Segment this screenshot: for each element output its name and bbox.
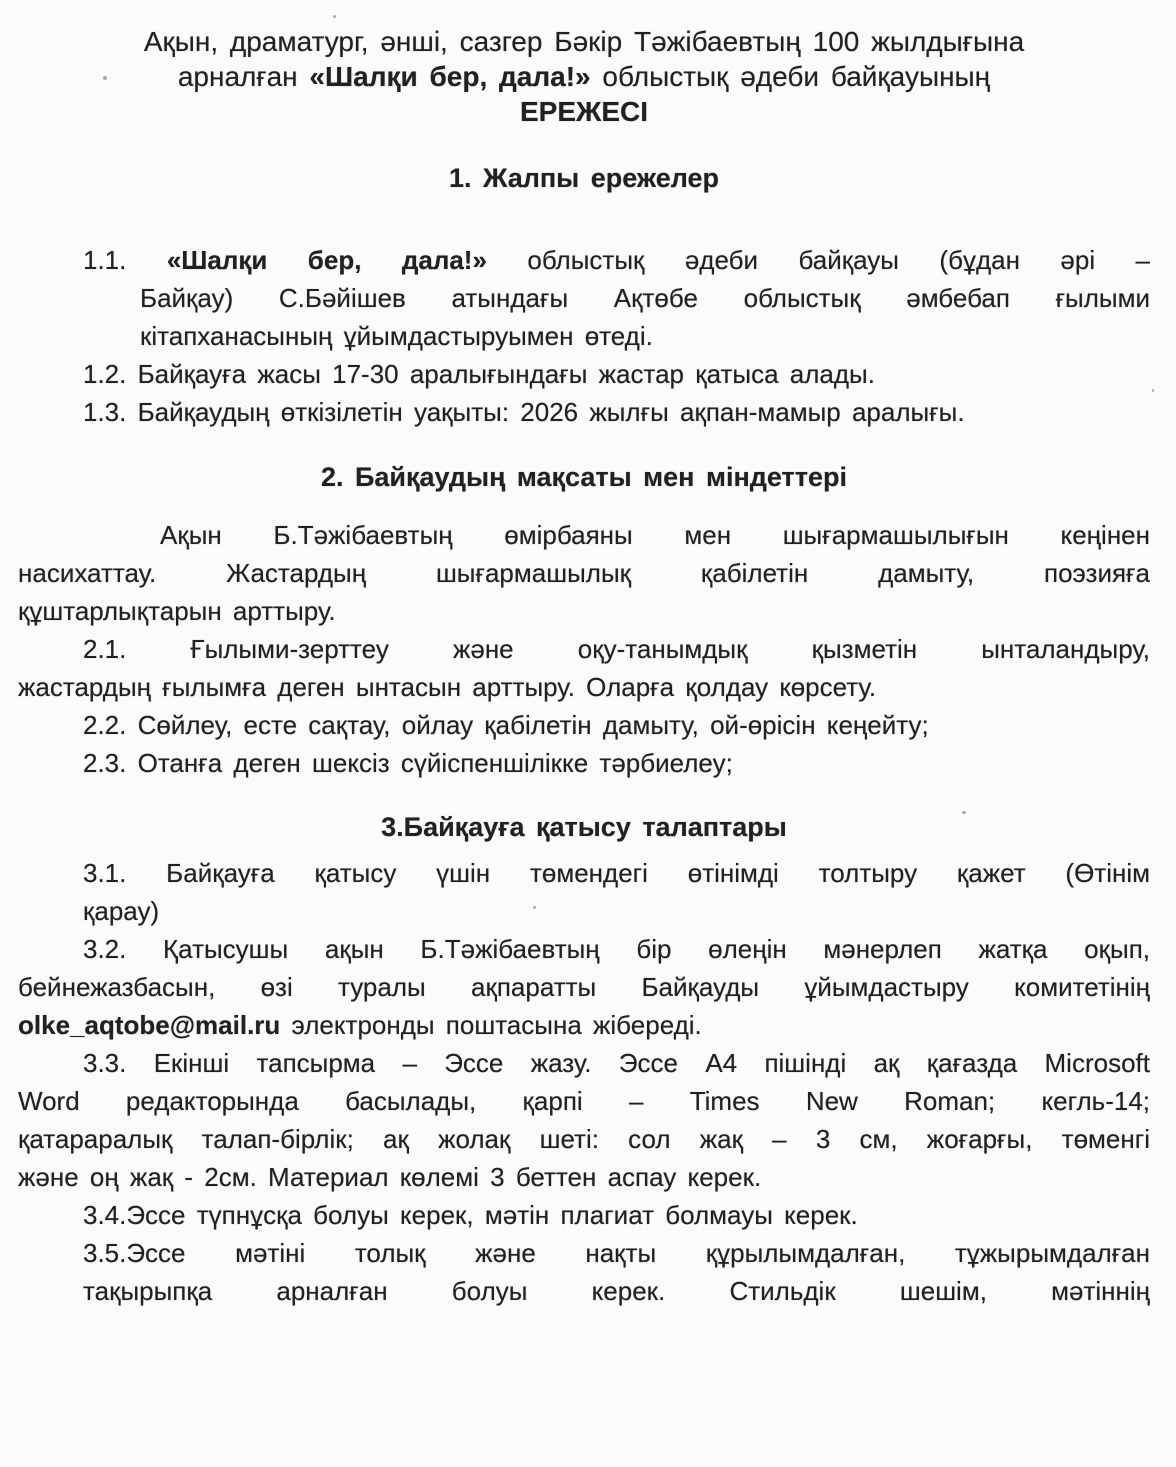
document-title-line-1 [18, 24, 1150, 59]
scan-speck [533, 906, 536, 909]
item-1-3: 1.3. Байқаудың өткізілетін уақыты: 2026 жылғы ақпан-мамыр аралығы. [83, 397, 965, 427]
scan-speck [103, 76, 107, 80]
item-3-2 [18, 930, 1150, 1044]
item-3-3-line-1: 3.3. Екінші тапсырма – Эссе жазу. Эссе А4 пішінді ақ қағазда Microsoft [83, 1048, 1150, 1078]
section-2-heading: 2. Байқаудың мақсаты мен міндеттері [320, 462, 848, 492]
item-2-2: 2.2. Сөйлеу, есте сақтау, ойлау қабілетін дамыту, ой-өрісін кеңейту; [83, 710, 929, 740]
item-2-3: 2.3. Отанға деген шексіз сүйіспеншілікке тәрбиелеу; [83, 748, 733, 778]
intro-line-1: Ақын Б.Тәжібаевтың өмірбаяны мен шығармашылығын кеңінен [160, 520, 1150, 550]
intro-line-3: құштарлықтарын арттыру. [18, 596, 336, 626]
item-1-1-line-1 [18, 241, 1150, 279]
section-3-heading: 3.Байқауға қатысу талаптары [381, 812, 787, 842]
item-3-2-line-2: бейнежазбасын, өзі туралы ақпаратты Байқауды ұйымдастыру комитетінің [18, 972, 1150, 1002]
item-3-3 [18, 1044, 1150, 1196]
item-3-3-line-4: және оң жақ - 2см. Материал көлемі 3 беттен аспау керек. [18, 1162, 762, 1192]
item-2-1-line-2: жастардың ғылымға деген ынтасын арттыру. Оларға қолдау көрсету. [18, 672, 877, 702]
contact-email: olke_aqtobe@mail.ru [18, 1010, 281, 1040]
item-text: облыстық әдеби байқауы (бұдан әрі – [486, 245, 1150, 275]
title-text: арналған [177, 61, 310, 92]
item-3-5-line-1: 3.5.Эссе мәтіні толық және нақты құрылымдалған, тұжырымдалған [83, 1238, 1150, 1268]
contest-name: «Шалқи бер, дала!» [166, 245, 487, 275]
section-2-intro [18, 516, 1150, 630]
item-1-1-line-2: Байқау) С.Бәйішев атындағы Ақтөбе облыстық әмбебап ғылыми [140, 283, 1150, 313]
rules-word [18, 94, 1150, 129]
scan-speck [333, 15, 336, 18]
item-2-1 [18, 630, 1150, 706]
item-3-1-line-1: 3.1. Байқауға қатысу үшін төмендегі өтінімді толтыру қажет (Өтінім [83, 858, 1150, 888]
item-3-1-line-2: қарау) [83, 896, 160, 926]
item-number: 1.1. [83, 245, 167, 275]
contest-name: «Шалқи бер, дала!» [309, 61, 591, 92]
title-text: Ақын, драматург, әнші, сазгер Бәкір Тәжібаевтың 100 жылдығына [143, 26, 1025, 57]
section-1-heading: 1. Жалпы ережелер [448, 163, 720, 193]
item-1-1 [18, 241, 1150, 355]
item-3-2-line-1: 3.2. Қатысушы ақын Б.Тәжібаевтың бір өлеңін мәнерлеп жатқа оқып, [83, 934, 1150, 964]
item-3-5 [18, 1234, 1150, 1310]
item-3-3-line-3: қатараралық талап-бірлік; ақ жолақ шеті: сол жақ – 3 см, жоғарғы, төменгі [18, 1124, 1150, 1154]
item-3-2-line-3 [18, 1006, 1150, 1044]
item-1-1-line-3: кітапханасының ұйымдастыруымен өтеді. [140, 321, 653, 351]
item-2-1-line-1: 2.1. Ғылыми-зерттеу және оқу-танымдық қызметін ынталандыру, [83, 634, 1150, 664]
intro-line-2: насихаттау. Жастардың шығармашылық қабілетін дамыту, поэзияға [18, 558, 1150, 588]
item-3-1 [18, 854, 1150, 930]
item-text: электронды поштасына жібереді. [280, 1010, 702, 1040]
item-1-2: 1.2. Байқауға жасы 17-30 аралығындағы жастар қатыса алады. [83, 359, 875, 389]
scan-speck [1152, 389, 1154, 392]
scan-speck [962, 811, 966, 814]
item-3-5-line-2: тақырыпқа арналған болуы керек. Стильдік шешім, мәтіннің [83, 1276, 1150, 1306]
rules-word-text: ЕРЕЖЕСІ [519, 96, 648, 127]
item-3-3-line-2: Word редакторында басылады, қарпі – Times New Roman; кегль-14; [18, 1086, 1150, 1116]
item-3-4: 3.4.Эссе түпнұсқа болуы керек, мәтін плагиат болмауы керек. [83, 1200, 858, 1230]
document-title-line-2 [18, 59, 1150, 94]
title-text: облыстық әдеби байқауының [590, 61, 991, 92]
